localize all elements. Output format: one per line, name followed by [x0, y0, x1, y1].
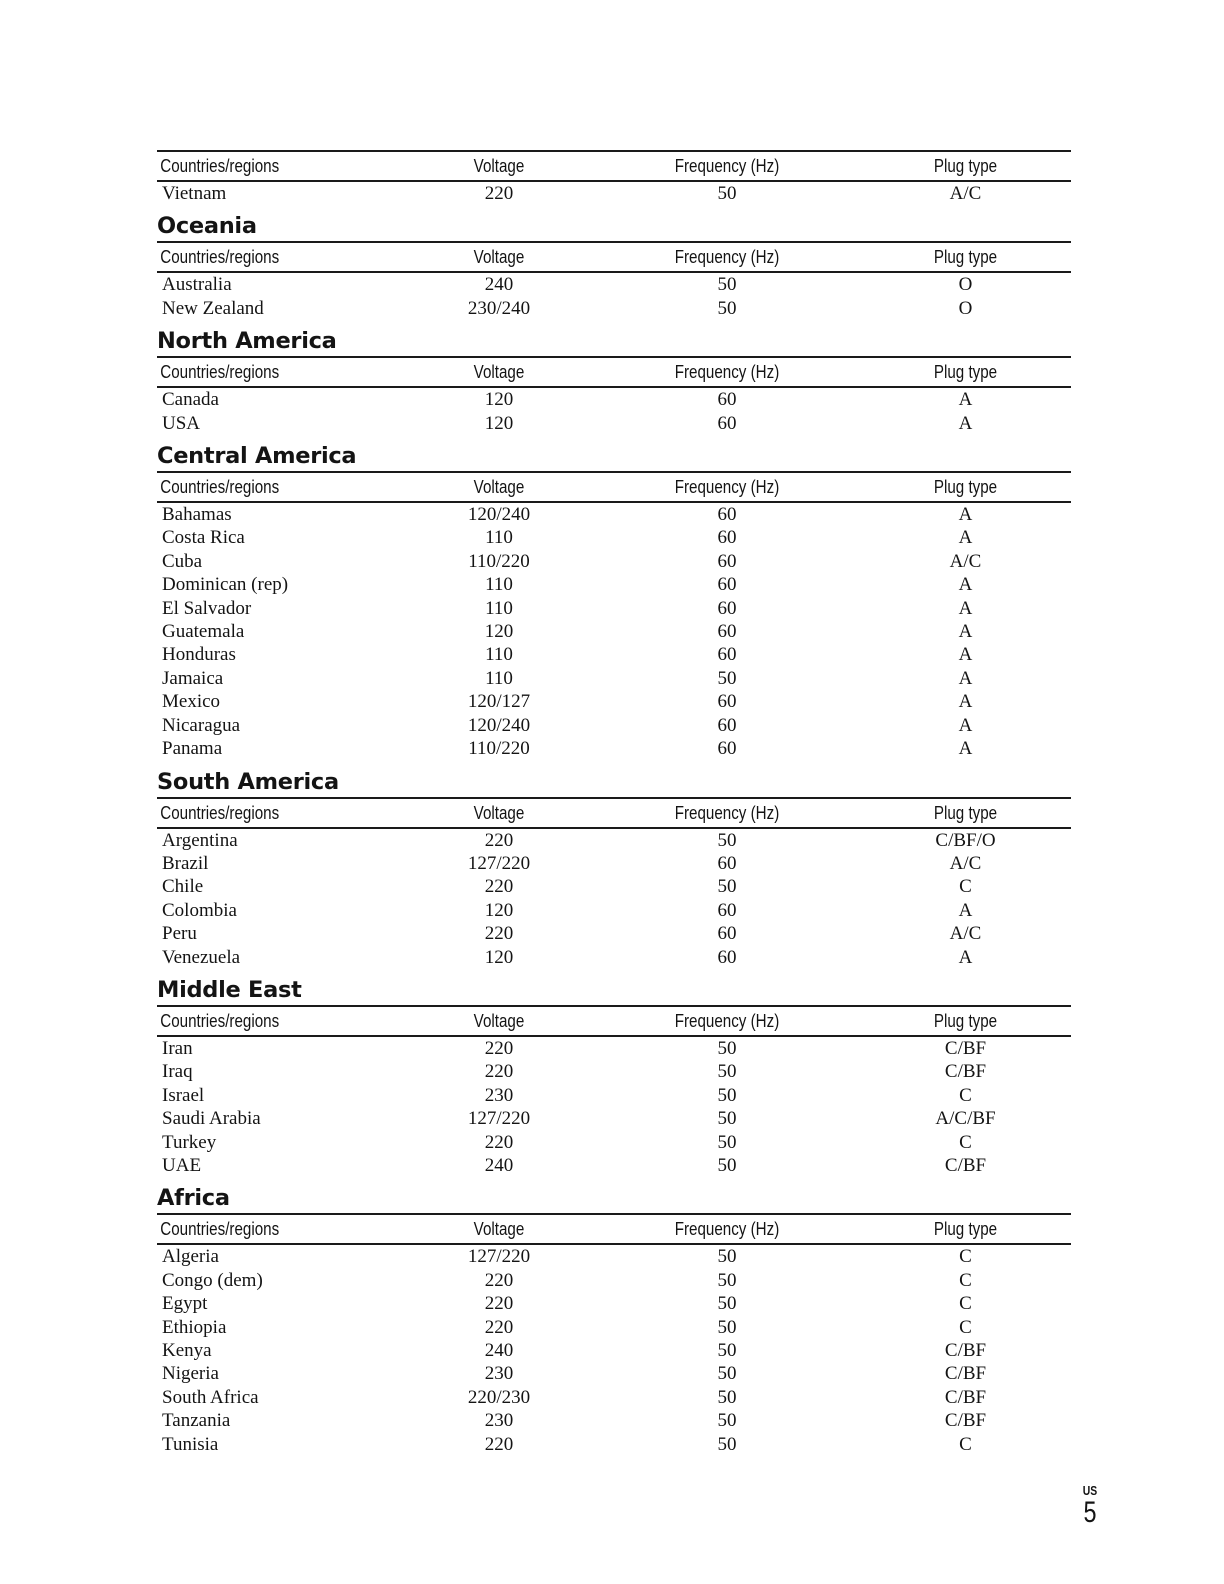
column-header-country: Countries/regions [157, 1214, 360, 1244]
column-header-frequency: Frequency (Hz) [618, 798, 836, 828]
voltage-cell: 110/220 [468, 550, 530, 572]
country-cell: Mexico [162, 691, 221, 713]
frequency-cell: 50 [717, 1410, 737, 1432]
table-row [157, 690, 1071, 713]
frequency-cell: 50 [717, 1246, 737, 1268]
country-cell: UAE [162, 1154, 202, 1176]
table-row [157, 875, 1071, 898]
column-header-country: Countries/regions [157, 357, 360, 387]
voltage-cell: 230/240 [467, 297, 531, 319]
frequency-cell: 50 [717, 274, 737, 296]
region-table [157, 150, 1071, 205]
table-row [157, 272, 1071, 296]
plug-type-cell: C [959, 1084, 972, 1106]
country-cell: Australia [162, 274, 232, 296]
table-row [157, 620, 1071, 643]
voltage-cell: 127/220 [467, 1246, 531, 1268]
table-header-row [157, 1214, 1071, 1244]
plug-type-cell: C/BF [944, 1386, 987, 1408]
table-row [157, 181, 1071, 205]
plug-type-cell: A [958, 412, 973, 434]
region-table [157, 797, 1071, 969]
frequency-cell: 50 [717, 1154, 737, 1176]
column-header-country: Countries/regions [157, 151, 360, 181]
voltage-cell: 120/240 [467, 714, 531, 736]
table-header-row [157, 798, 1071, 828]
frequency-cell: 50 [717, 1386, 737, 1408]
plug-type-cell: A [958, 714, 973, 736]
plug-type-cell: C/BF [944, 1037, 987, 1059]
frequency-cell: 60 [717, 597, 737, 619]
voltage-cell: 220 [484, 1433, 514, 1455]
table-header-row [157, 357, 1071, 387]
table-row [157, 1316, 1071, 1339]
voltage-cell: 110/220 [468, 738, 530, 760]
voltage-cell: 110 [485, 667, 513, 689]
table-row [157, 643, 1071, 666]
page-number: 5 [1083, 1496, 1097, 1529]
column-header-country: Countries/regions [157, 472, 360, 502]
frequency-cell: 60 [717, 550, 737, 572]
frequency-cell: 60 [717, 389, 737, 411]
frequency-cell: 50 [717, 1037, 737, 1059]
table-row [157, 899, 1071, 922]
voltage-cell: 120/240 [467, 504, 531, 526]
frequency-cell: 60 [717, 574, 737, 596]
country-cell: Guatemala [162, 621, 245, 643]
column-header-plug-type: Plug type [879, 242, 1052, 272]
country-cell: Iraq [162, 1061, 193, 1083]
plug-type-cell: C/BF [944, 1061, 987, 1083]
plug-type-cell: C/BF [944, 1363, 987, 1385]
frequency-cell: 60 [717, 946, 737, 968]
table-row [157, 1269, 1071, 1292]
country-cell: South Africa [162, 1386, 259, 1408]
region-table [157, 241, 1071, 320]
voltage-cell: 220 [484, 876, 514, 898]
frequency-cell: 60 [717, 621, 737, 643]
table-row [157, 1036, 1071, 1060]
frequency-cell: 50 [717, 1363, 737, 1385]
column-header-plug-type: Plug type [879, 472, 1052, 502]
column-header-frequency: Frequency (Hz) [618, 151, 836, 181]
frequency-cell: 60 [717, 738, 737, 760]
voltage-cell: 120/127 [467, 691, 531, 713]
column-header-frequency: Frequency (Hz) [618, 1006, 836, 1036]
country-cell: Dominican (rep) [162, 574, 289, 596]
section-title: South America [157, 768, 339, 795]
country-cell: Peru [162, 923, 197, 945]
voltage-cell: 127/220 [467, 852, 531, 874]
table-row [157, 714, 1071, 737]
frequency-cell: 60 [717, 899, 737, 921]
voltage-cell: 220 [484, 1316, 514, 1338]
plug-type-cell: C [959, 1316, 972, 1338]
table-row [157, 597, 1071, 620]
country-cell: Israel [162, 1084, 205, 1106]
column-header-voltage: Voltage [421, 472, 577, 502]
table-row [157, 1060, 1071, 1083]
country-cell: Argentina [162, 829, 238, 851]
plug-type-cell: O [958, 274, 973, 296]
table-header-row [157, 472, 1071, 502]
region-code: US [1082, 1483, 1098, 1498]
voltage-cell: 240 [484, 1340, 514, 1361]
plug-type-cell: C [959, 1269, 972, 1291]
table-row [157, 1244, 1071, 1268]
plug-type-cell: A [958, 738, 973, 760]
table-row [157, 550, 1071, 573]
frequency-cell: 50 [717, 1433, 737, 1455]
country-cell: Iran [162, 1037, 193, 1059]
table-row [157, 1131, 1071, 1154]
column-header-frequency: Frequency (Hz) [618, 242, 836, 272]
plug-type-cell: O [958, 297, 973, 319]
table-row [157, 526, 1071, 549]
country-cell: Venezuela [162, 946, 241, 968]
country-cell: USA [162, 412, 201, 434]
plug-type-cell: A [958, 597, 973, 619]
country-cell: Honduras [162, 644, 236, 666]
frequency-cell: 50 [717, 1293, 737, 1315]
table-row [157, 737, 1071, 760]
page-marker [1078, 1484, 1102, 1528]
plug-type-cell: A/C [949, 183, 982, 204]
plug-type-cell: A [958, 899, 973, 921]
frequency-cell: 50 [717, 1269, 737, 1291]
table-row [157, 502, 1071, 526]
voltage-cell: 220 [484, 183, 514, 204]
table-row [157, 1409, 1071, 1432]
region-table [157, 471, 1071, 760]
table-row [157, 828, 1071, 852]
voltage-cell: 110 [485, 527, 513, 549]
frequency-cell: 50 [717, 1084, 737, 1106]
voltage-cell: 110 [485, 574, 513, 596]
column-header-voltage: Voltage [421, 1006, 577, 1036]
plug-type-cell: C [959, 876, 972, 898]
plug-type-cell: A/C [949, 550, 982, 572]
country-cell: Cuba [162, 550, 203, 572]
plug-type-cell: A [958, 667, 973, 689]
plug-type-cell: A [958, 389, 973, 411]
country-cell: Jamaica [162, 667, 224, 689]
table-row [157, 667, 1071, 690]
country-cell: Chile [162, 876, 204, 898]
country-cell: Nigeria [162, 1363, 219, 1385]
voltage-cell: 220/230 [467, 1386, 531, 1408]
table-row [157, 573, 1071, 596]
frequency-cell: 60 [717, 923, 737, 945]
frequency-cell: 50 [717, 1316, 737, 1338]
country-cell: Ethiopia [162, 1316, 227, 1338]
column-header-voltage: Voltage [421, 1214, 577, 1244]
voltage-cell: 220 [484, 1269, 514, 1291]
country-cell: Saudi Arabia [162, 1108, 261, 1130]
country-cell: Canada [162, 389, 219, 411]
column-header-country: Countries/regions [157, 798, 360, 828]
voltage-cell: 230 [484, 1084, 514, 1106]
section-title: Middle East [157, 976, 302, 1003]
table-row [157, 1433, 1071, 1456]
column-header-plug-type: Plug type [879, 357, 1052, 387]
frequency-cell: 50 [717, 297, 737, 319]
frequency-cell: 60 [717, 644, 737, 666]
column-header-plug-type: Plug type [879, 151, 1052, 181]
plug-type-cell: A [958, 691, 973, 713]
section-title: Central America [157, 443, 357, 470]
frequency-cell: 50 [717, 829, 737, 851]
table-row [157, 1084, 1071, 1107]
frequency-cell: 50 [717, 183, 737, 204]
table-row [157, 1292, 1071, 1315]
voltage-cell: 240 [484, 274, 514, 296]
country-cell: Tunisia [162, 1433, 219, 1455]
table-header-row [157, 151, 1071, 181]
voltage-cell: 220 [484, 1131, 514, 1153]
column-header-voltage: Voltage [421, 242, 577, 272]
voltage-cell: 110 [485, 644, 513, 666]
column-header-plug-type: Plug type [879, 798, 1052, 828]
plug-type-cell: A [958, 504, 973, 526]
frequency-cell: 50 [717, 1108, 737, 1130]
plug-type-cell: A/C [949, 923, 982, 945]
column-header-country: Countries/regions [157, 1006, 360, 1036]
country-cell: Nicaragua [162, 714, 241, 736]
column-header-country: Countries/regions [157, 242, 360, 272]
frequency-cell: 60 [717, 504, 737, 526]
column-header-plug-type: Plug type [879, 1006, 1052, 1036]
plug-type-cell: C/BF/O [935, 829, 996, 851]
frequency-cell: 50 [717, 1061, 737, 1083]
region-table [157, 356, 1071, 435]
region-table [157, 1005, 1071, 1177]
country-cell: Kenya [162, 1340, 212, 1361]
plug-type-cell: A [958, 644, 973, 666]
frequency-cell: 50 [717, 667, 737, 689]
voltage-cell: 220 [484, 829, 514, 851]
frequency-cell: 60 [717, 714, 737, 736]
table-header-row [157, 1006, 1071, 1036]
country-cell: Egypt [162, 1293, 208, 1315]
table-row [157, 1362, 1071, 1385]
table-row [157, 412, 1071, 435]
country-cell: Bahamas [162, 504, 232, 526]
frequency-cell: 60 [717, 527, 737, 549]
table-row [157, 387, 1071, 411]
country-cell: Colombia [162, 899, 237, 921]
voltage-cell: 120 [484, 946, 514, 968]
region-table [157, 1213, 1071, 1456]
country-cell: Brazil [162, 852, 209, 874]
column-header-plug-type: Plug type [879, 1214, 1052, 1244]
voltage-cell: 220 [484, 923, 514, 945]
column-header-frequency: Frequency (Hz) [618, 472, 836, 502]
table-row [157, 1339, 1071, 1362]
voltage-cell: 110 [485, 597, 513, 619]
column-header-voltage: Voltage [421, 151, 577, 181]
section-title: Africa [157, 1185, 230, 1212]
plug-type-cell: A [958, 621, 973, 643]
country-cell: Panama [162, 738, 223, 760]
table-row [157, 852, 1071, 875]
column-header-voltage: Voltage [421, 357, 577, 387]
country-cell: Algeria [162, 1246, 219, 1268]
frequency-cell: 60 [717, 412, 737, 434]
voltage-cell: 120 [484, 389, 514, 411]
voltage-cell: 120 [484, 412, 514, 434]
table-row [157, 1386, 1071, 1409]
section-title: North America [157, 328, 337, 355]
column-header-frequency: Frequency (Hz) [618, 357, 836, 387]
plug-type-cell: C [959, 1433, 972, 1455]
country-cell: Tanzania [162, 1410, 231, 1432]
plug-type-cell: C [959, 1131, 972, 1153]
plug-type-cell: C/BF [944, 1410, 987, 1432]
frequency-cell: 60 [717, 691, 737, 713]
table-row [157, 1154, 1071, 1177]
frequency-cell: 50 [717, 1131, 737, 1153]
country-cell: El Salvador [162, 597, 252, 619]
voltage-cell: 120 [484, 899, 514, 921]
table-header-row [157, 242, 1071, 272]
voltage-cell: 120 [484, 621, 514, 643]
country-cell: Congo (dem) [162, 1269, 263, 1291]
country-cell: New Zealand [162, 297, 264, 319]
plug-type-cell: C [959, 1293, 972, 1315]
country-cell: Vietnam [162, 183, 227, 204]
frequency-cell: 50 [717, 1340, 737, 1361]
plug-type-cell: A/C [949, 852, 982, 874]
voltage-cell: 230 [484, 1363, 514, 1385]
frequency-cell: 50 [717, 876, 737, 898]
plug-type-cell: A/C/BF [935, 1108, 996, 1130]
column-header-voltage: Voltage [421, 798, 577, 828]
plug-type-cell: C/BF [944, 1154, 987, 1176]
voltage-cell: 127/220 [467, 1108, 531, 1130]
voltage-cell: 220 [484, 1037, 514, 1059]
country-cell: Costa Rica [162, 527, 245, 549]
section-title: Oceania [157, 213, 257, 240]
voltage-cell: 240 [484, 1154, 514, 1176]
table-row [157, 946, 1071, 969]
table-row [157, 922, 1071, 945]
plug-type-cell: A [958, 527, 973, 549]
table-row [157, 297, 1071, 320]
country-cell: Turkey [162, 1131, 217, 1153]
voltage-cell: 230 [484, 1410, 514, 1432]
plug-voltage-document [157, 150, 1071, 1456]
voltage-cell: 220 [484, 1293, 514, 1315]
table-row [157, 1107, 1071, 1130]
frequency-cell: 60 [717, 852, 737, 874]
plug-type-cell: A [958, 946, 973, 968]
column-header-frequency: Frequency (Hz) [618, 1214, 836, 1244]
plug-type-cell: C [959, 1246, 972, 1268]
voltage-cell: 220 [484, 1061, 514, 1083]
plug-type-cell: C/BF [944, 1340, 987, 1361]
plug-type-cell: A [958, 574, 973, 596]
